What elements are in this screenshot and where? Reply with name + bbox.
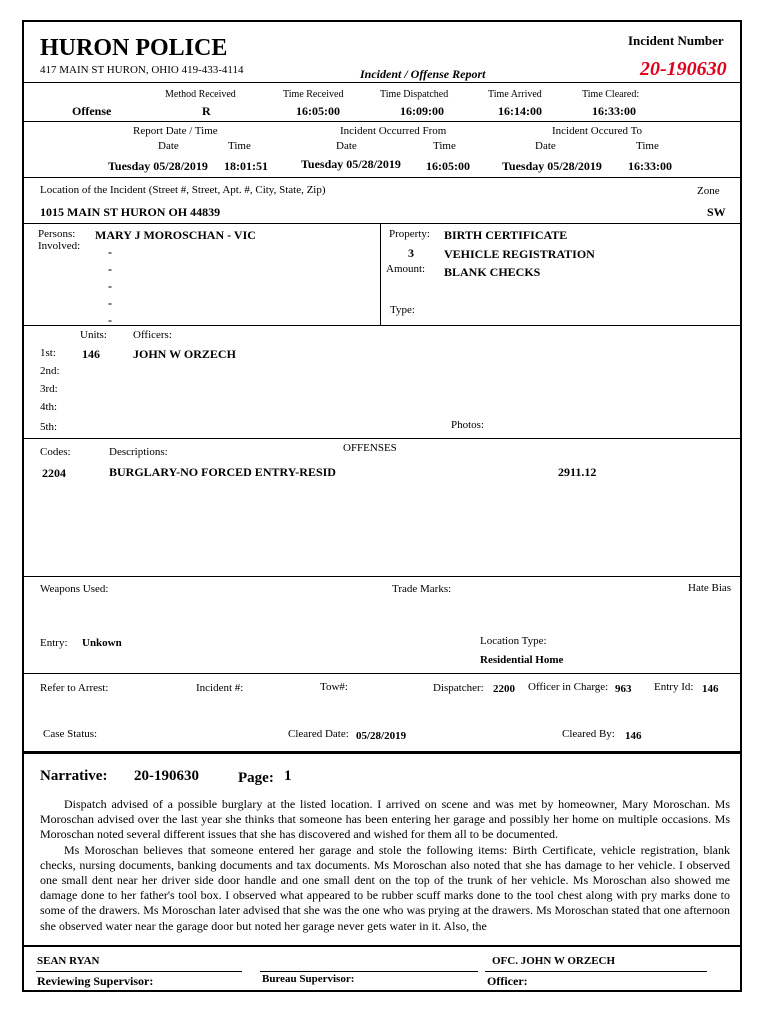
descriptions-label: Descriptions: bbox=[109, 446, 168, 458]
report-time: 18:01:51 bbox=[224, 159, 268, 173]
offense-description: BURGLARY-NO FORCED ENTRY-RESID bbox=[109, 465, 336, 479]
hate-bias-label: Hate Bias bbox=[688, 582, 732, 594]
person-dash: - bbox=[108, 262, 112, 276]
location-value: 1015 MAIN ST HURON OH 44839 bbox=[40, 205, 221, 219]
first-officer: JOHN W ORZECH bbox=[133, 347, 236, 361]
signature-line bbox=[485, 971, 707, 972]
method-received: R bbox=[202, 104, 211, 118]
time-dispatched-label: Time Dispatched bbox=[380, 89, 449, 100]
trade-marks-label: Trade Marks: bbox=[392, 583, 452, 595]
entry-label: Entry: bbox=[40, 637, 68, 649]
time-arrived-label: Time Arrived bbox=[488, 89, 542, 100]
entry-value: Unkown bbox=[82, 637, 122, 649]
to-time: 16:33:00 bbox=[628, 159, 672, 173]
divider bbox=[380, 223, 381, 325]
zone-value: SW bbox=[707, 205, 726, 219]
from-time-label: Time bbox=[433, 140, 456, 152]
officer-in-charge-label: Officer in Charge: bbox=[528, 681, 609, 693]
officer-name: OFC. JOHN W ORZECH bbox=[492, 955, 616, 967]
method-received-label: Method Received bbox=[165, 89, 236, 100]
dispatcher-value: 2200 bbox=[493, 683, 515, 695]
divider bbox=[24, 121, 740, 122]
case-status-label: Case Status: bbox=[43, 728, 98, 740]
divider bbox=[24, 438, 740, 439]
to-time-label: Time bbox=[636, 140, 659, 152]
divider bbox=[24, 325, 740, 326]
time-cleared-label: Time Cleared: bbox=[582, 89, 640, 100]
person-dash: - bbox=[108, 245, 112, 259]
zone-label: Zone bbox=[697, 185, 720, 197]
location-type: Residential Home bbox=[480, 654, 564, 666]
offenses-header: OFFENSES bbox=[343, 442, 397, 454]
cleared-by-label: Cleared By: bbox=[562, 728, 615, 740]
property-item: VEHICLE REGISTRATION bbox=[444, 247, 595, 261]
person-dash: - bbox=[108, 313, 112, 327]
codes-label: Codes: bbox=[40, 446, 71, 458]
person-dash: - bbox=[108, 296, 112, 310]
occurred-to-label: Incident Occured To bbox=[552, 125, 643, 137]
time-received: 16:05:00 bbox=[296, 104, 340, 118]
persons-label: Persons: bbox=[38, 228, 76, 240]
page-number: 1 bbox=[284, 768, 292, 784]
weapons-label: Weapons Used: bbox=[40, 583, 109, 595]
report-date-time-label: Report Date / Time bbox=[133, 125, 218, 137]
report-date: Tuesday 05/28/2019 bbox=[108, 159, 208, 173]
to-date-label: Date bbox=[535, 140, 556, 152]
property-item: BLANK CHECKS bbox=[444, 265, 541, 279]
divider bbox=[24, 223, 740, 224]
divider bbox=[24, 177, 740, 178]
offense-code: 2204 bbox=[42, 466, 66, 480]
offense-label: Offense bbox=[72, 104, 112, 118]
time-cleared: 16:33:00 bbox=[592, 104, 636, 118]
type-label: Type: bbox=[390, 304, 415, 316]
property-label: Property: bbox=[389, 228, 430, 240]
officer-in-charge-value: 963 bbox=[615, 683, 632, 695]
amount-label: Amount: bbox=[386, 263, 426, 275]
to-date: Tuesday 05/28/2019 bbox=[502, 159, 602, 173]
divider bbox=[24, 576, 740, 577]
page-label: Page: bbox=[238, 770, 274, 786]
location-label: Location of the Incident (Street #, Street, Apt. #, City, State, Zip) bbox=[40, 184, 326, 196]
unit-row-label: 5th: bbox=[40, 421, 58, 433]
occurred-from-label: Incident Occurred From bbox=[340, 125, 447, 137]
cleared-date-label: Cleared Date: bbox=[288, 728, 349, 740]
officer-label: Officer: bbox=[487, 974, 528, 988]
units-label: Units: bbox=[80, 329, 107, 341]
narrative-text bbox=[40, 797, 730, 934]
agency-title: HURON POLICE bbox=[40, 35, 228, 61]
from-date-label: Date bbox=[336, 140, 357, 152]
person-dash: - bbox=[108, 279, 112, 293]
unit-row-label: 2nd: bbox=[40, 365, 60, 377]
reviewing-supervisor-label: Reviewing Supervisor: bbox=[37, 974, 154, 988]
person-primary: MARY J MOROSCHAN - VIC bbox=[95, 228, 256, 242]
offense-statute: 2911.12 bbox=[558, 465, 597, 479]
from-time: 16:05:00 bbox=[426, 159, 470, 173]
narrative-paragraph: Ms Moroschan believes that someone entered her garage and stole the following items: Birth Certificate, vehicle registration, blank checks, nursing documents, banking documents and tax documents. Ms Moroschan also noted that she has damage to her vehicle. I observed one small dent near her driver side door handle and one small dent on the top of the trunk of her vehicle. Ms Moroschan also showed me damage done to her father's tool box. I observed what appeared to be rubber scuff marks done to the tool chest along with pry marks done to some of the drawers. Ms Moroschan later advised that she was the one who was prying at the drawers. Ms Moroschan stated that one afternoon she observed water near the garage door but noted her garage never gets water in it. Also, the bbox=[40, 842, 730, 933]
reviewing-supervisor-name: SEAN RYAN bbox=[37, 955, 100, 967]
report-date-label: Date bbox=[158, 140, 179, 152]
photos-label: Photos: bbox=[451, 419, 485, 431]
divider bbox=[24, 82, 740, 83]
refer-to-arrest-label: Refer to Arrest: bbox=[40, 682, 109, 694]
signature-divider bbox=[24, 945, 740, 947]
time-dispatched: 16:09:00 bbox=[400, 104, 444, 118]
signature-line bbox=[36, 971, 242, 972]
first-unit: 146 bbox=[82, 347, 100, 361]
unit-row-label: 3rd: bbox=[40, 383, 58, 395]
signature-line bbox=[260, 971, 478, 972]
officers-label: Officers: bbox=[133, 329, 172, 341]
incident-no-label: Incident #: bbox=[196, 682, 244, 694]
involved-label: Involved: bbox=[38, 240, 81, 252]
cleared-by-value: 146 bbox=[625, 730, 642, 742]
location-type-label: Location Type: bbox=[480, 635, 547, 647]
entry-id-value: 146 bbox=[702, 683, 719, 695]
bureau-supervisor-label: Bureau Supervisor: bbox=[262, 973, 355, 985]
narrative-label: Narrative: bbox=[40, 768, 108, 784]
incident-number: 20-190630 bbox=[640, 58, 727, 80]
from-date: Tuesday 05/28/2019 bbox=[301, 157, 401, 171]
report-type: Incident / Offense Report bbox=[360, 67, 486, 81]
incident-number-label: Incident Number bbox=[628, 33, 724, 48]
property-count: 3 bbox=[408, 246, 414, 260]
unit-row-label: 1st: bbox=[40, 347, 56, 359]
narrative-paragraph: Dispatch advised of a possible burglary at the listed location. I arrived on scene and was met by homeowner, Mary Moroschan. Ms Moroschan advised over the last year she thinks that someone has been entering her garage and possibly her home on multiple occasions. Ms Moroschan noted several different issues that she has discovered and wished for them all to be documented. bbox=[40, 797, 730, 842]
divider bbox=[24, 673, 740, 674]
agency-address: 417 MAIN ST HURON, OHIO 419-433-4114 bbox=[40, 64, 244, 76]
tow-label: Tow#: bbox=[320, 681, 348, 693]
time-received-label: Time Received bbox=[283, 89, 344, 100]
cleared-date-value: 05/28/2019 bbox=[356, 730, 407, 742]
narrative-number: 20-190630 bbox=[134, 768, 199, 784]
property-item: BIRTH CERTIFICATE bbox=[444, 228, 568, 242]
entry-id-label: Entry Id: bbox=[654, 681, 694, 693]
unit-row-label: 4th: bbox=[40, 401, 58, 413]
report-time-label: Time bbox=[228, 140, 251, 152]
dispatcher-label: Dispatcher: bbox=[433, 682, 484, 694]
time-arrived: 16:14:00 bbox=[498, 104, 542, 118]
